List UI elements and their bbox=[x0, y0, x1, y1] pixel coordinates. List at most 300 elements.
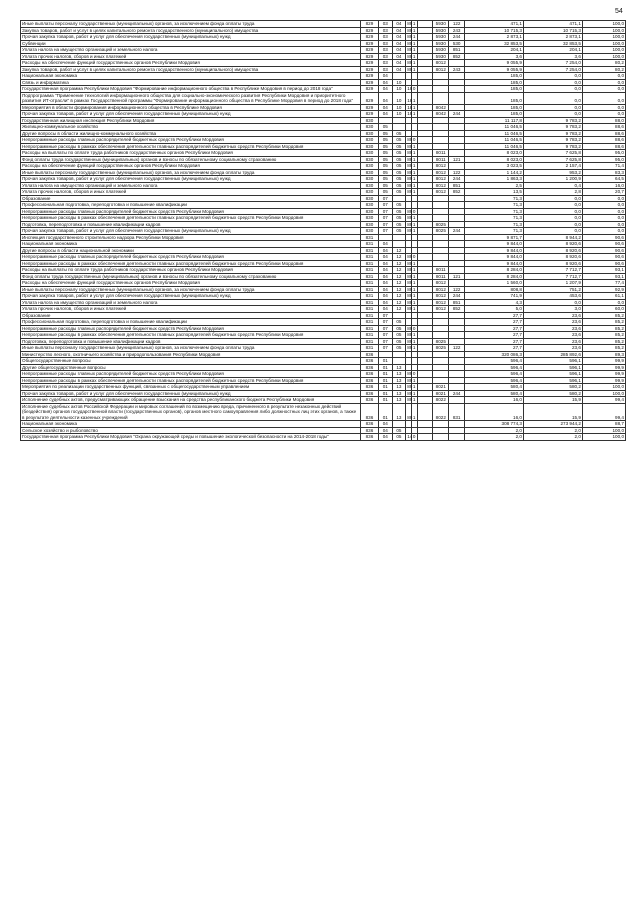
row-value-cell: 13 bbox=[392, 371, 406, 378]
row-value-cell: 0,0 bbox=[582, 228, 625, 235]
row-value-cell: 89 bbox=[407, 306, 413, 311]
row-value-cell: 89 bbox=[407, 34, 413, 39]
row-value-cell: 04 bbox=[379, 111, 393, 118]
row-value-cell: 830 bbox=[360, 143, 378, 150]
row-value-cell: 89 bbox=[407, 163, 413, 168]
row-value-cell: 596,1 bbox=[523, 358, 582, 365]
row-value-cell: 07 bbox=[379, 221, 393, 228]
row-value-cell: 1 bbox=[412, 66, 416, 72]
row-value-cell: 7 254,0 bbox=[523, 66, 582, 73]
row-value-cell: 71,3 bbox=[465, 221, 524, 228]
row-value-cell: 88,7 bbox=[582, 421, 625, 428]
row-name-cell: Уплата налога на имущество организаций и земельного налога bbox=[21, 182, 361, 189]
row-value-cell: 1 bbox=[412, 104, 416, 110]
row-value-cell: 2,0 bbox=[523, 434, 582, 441]
row-value-cell: 1 bbox=[412, 182, 416, 188]
row-value-cell: 1 bbox=[412, 390, 416, 396]
row-value-cell: 851 bbox=[449, 299, 465, 306]
row-value-cell: 89,3 bbox=[582, 351, 625, 358]
row-name-cell: Национальная экономика bbox=[21, 421, 361, 428]
row-value-cell: 9 783,2 bbox=[523, 117, 582, 124]
row-value-cell: 836 bbox=[360, 371, 378, 378]
row-value-cell bbox=[449, 434, 465, 441]
row-value-cell: 0,0 bbox=[582, 221, 625, 228]
row-value-cell: 89 bbox=[407, 332, 413, 337]
row-value-cell: 23,6 bbox=[523, 319, 582, 326]
row-value-cell: 831 bbox=[360, 332, 378, 339]
row-value-cell: 244 bbox=[449, 111, 465, 118]
row-value-cell bbox=[417, 92, 433, 104]
row-value-cell: 1 bbox=[412, 27, 416, 33]
row-value-cell: 71,4 bbox=[582, 163, 625, 170]
row-value-cell: 01 bbox=[379, 364, 393, 371]
row-value-cell: 471,1 bbox=[523, 21, 582, 28]
row-value-cell: 8 284,0 bbox=[465, 273, 524, 280]
row-value-cell: 10 bbox=[392, 104, 406, 111]
row-value-cell: 185,0 bbox=[465, 111, 524, 118]
row-value-cell: 8 023,0 bbox=[465, 150, 524, 157]
row-value-cell: 04 bbox=[379, 421, 393, 428]
row-value-cell: 530 bbox=[449, 40, 465, 47]
row-value-cell: 580,4 bbox=[465, 384, 524, 391]
row-value-cell: 471,1 bbox=[465, 21, 524, 28]
row-value-cell: 90,6 bbox=[582, 254, 625, 261]
row-value-cell: 1 bbox=[412, 60, 416, 65]
row-name-cell: Образование bbox=[21, 312, 361, 319]
row-value-cell: 2,0 bbox=[523, 427, 582, 434]
row-name-cell: Исполнение судебных актов, предусматривающих обращение взыскания на средства республиканского бюджета Республики Мордовия bbox=[21, 397, 361, 404]
row-name-cell: Мероприятия по реализации государственных функций, связанных с общегосударственным управлением bbox=[21, 384, 361, 391]
row-value-cell: 04 bbox=[379, 254, 393, 261]
row-value-cell: 04 bbox=[379, 286, 393, 293]
row-name-cell: Сельское хозяйство и рыболовство bbox=[21, 427, 361, 434]
row-value-cell: 0 bbox=[412, 434, 416, 439]
row-value-cell: 1 bbox=[412, 189, 416, 194]
row-value-cell: 05 bbox=[392, 434, 406, 441]
row-value-cell: 05 bbox=[379, 189, 393, 196]
row-name-cell: Профессиональная подготовка, переподготовка и повышение квалификации bbox=[21, 319, 361, 326]
row-value-cell: 580,2 bbox=[523, 384, 582, 391]
row-value-cell: 04 bbox=[379, 247, 393, 254]
row-value-cell: 80,2 bbox=[582, 60, 625, 67]
row-value-cell: 07 bbox=[379, 332, 393, 339]
row-value-cell: 05 bbox=[379, 124, 393, 131]
row-value-cell: 01 bbox=[379, 403, 393, 421]
row-value-cell: 89 bbox=[407, 221, 413, 227]
row-name-cell: Профессиональная подготовка, переподготовка и повышение квалификации bbox=[21, 202, 361, 209]
row-name-cell: Прочая закупка товаров, работ и услуг для обеспечения государственных (муниципальных) нужд bbox=[21, 390, 361, 397]
row-value-cell: 05 bbox=[379, 143, 393, 150]
row-value-cell: 9 055,9 bbox=[465, 60, 524, 67]
row-value-cell: 04 bbox=[379, 293, 393, 300]
row-value-cell: 05 bbox=[392, 169, 406, 176]
row-value-cell: 320 086,3 bbox=[465, 351, 524, 358]
row-value-cell: 836 bbox=[360, 377, 378, 384]
row-value-cell: 830 bbox=[360, 221, 378, 228]
row-value-cell: 836 bbox=[360, 384, 378, 391]
row-value-cell: 27,7 bbox=[465, 319, 524, 326]
row-value-cell: 7 712,7 bbox=[523, 267, 582, 274]
row-value-cell: 1 bbox=[412, 384, 416, 389]
row-name-cell: Непрограммные расходы в рамках обеспечения деятельности главных распорядителей бюджетных средств Республики Мордовия bbox=[21, 332, 361, 339]
row-name-cell: Расходы на выплаты по оплате труда работников государственных органов Республики Мордовия bbox=[21, 150, 361, 157]
row-value-cell: 741,9 bbox=[465, 293, 524, 300]
row-value-cell: 89 bbox=[406, 403, 412, 421]
row-value-cell: 89 bbox=[407, 215, 413, 220]
row-value-cell: 05 bbox=[392, 338, 406, 345]
row-value-cell: 05 bbox=[392, 137, 406, 144]
row-value-cell: 122 bbox=[449, 286, 465, 293]
row-value-cell: 100,0 bbox=[582, 21, 625, 28]
row-value-cell: 61,1 bbox=[582, 293, 625, 300]
row-value-cell: 596,4 bbox=[465, 358, 524, 365]
row-value-cell: 0 bbox=[412, 137, 416, 142]
row-value-cell bbox=[433, 434, 449, 441]
row-value-cell: 808,8 bbox=[465, 286, 524, 293]
row-value-cell: 10 bbox=[392, 111, 406, 118]
row-value-cell: 71,3 bbox=[465, 195, 524, 202]
row-value-cell: 830 bbox=[360, 202, 378, 209]
row-value-cell: 85,2 bbox=[582, 345, 625, 352]
row-value-cell: 27,7 bbox=[465, 345, 524, 352]
row-value-cell: 8 920,6 bbox=[523, 254, 582, 261]
row-value-cell: 1 bbox=[412, 299, 416, 305]
row-value-cell: 85,2 bbox=[582, 338, 625, 345]
row-name-cell: Жилищно-коммунальное хозяйство bbox=[21, 124, 361, 131]
row-value-cell: 9 844,0 bbox=[465, 241, 524, 248]
row-value-cell: 100,0 bbox=[582, 34, 625, 41]
row-value-cell: 0,0 bbox=[523, 208, 582, 215]
row-value-cell: 15,9 bbox=[523, 397, 582, 404]
row-value-cell: 830 bbox=[360, 176, 378, 183]
row-value-cell: 89 bbox=[407, 371, 413, 376]
row-value-cell: 04 bbox=[379, 241, 393, 248]
row-value-cell: 8021 bbox=[433, 390, 449, 397]
row-value-cell: 0,0 bbox=[523, 215, 582, 222]
row-value-cell: 0 bbox=[412, 86, 416, 91]
row-value-cell: 01 bbox=[379, 377, 393, 384]
row-value-cell: 1 bbox=[412, 260, 416, 266]
row-name-cell: Закупка товаров, работ и услуг в целях капитального ремонта государственного (муниципального) имущества bbox=[21, 27, 361, 34]
row-value-cell: 308 774,3 bbox=[465, 421, 524, 428]
row-value-cell: 829 bbox=[360, 53, 378, 60]
row-value-cell: 5930 bbox=[433, 47, 449, 54]
row-value-cell: 89 bbox=[407, 143, 413, 149]
row-name-cell: Уплата налога на имущество организаций и земельного налога bbox=[21, 299, 361, 306]
row-value-cell bbox=[433, 92, 449, 104]
row-value-cell: 836 bbox=[360, 397, 378, 404]
row-value-cell: 89 bbox=[407, 260, 413, 266]
row-value-cell: 8012 bbox=[433, 286, 449, 293]
row-value-cell: 2 873,1 bbox=[523, 34, 582, 41]
row-value-cell: 05 bbox=[379, 176, 393, 183]
row-value-cell: 27,7 bbox=[465, 325, 524, 332]
row-value-cell: 04 bbox=[379, 79, 393, 86]
row-value-cell: 1 bbox=[412, 176, 416, 181]
row-value-cell: 16,0 bbox=[465, 403, 524, 421]
row-value-cell: 2,0 bbox=[465, 427, 524, 434]
row-value-cell: 0,0 bbox=[582, 73, 625, 80]
row-value-cell: 122 bbox=[449, 21, 465, 28]
row-value-cell: 831 bbox=[360, 273, 378, 280]
row-value-cell: 185,0 bbox=[465, 92, 524, 104]
row-value-cell: 27,7 bbox=[465, 312, 524, 319]
row-value-cell: 05 bbox=[392, 202, 406, 209]
row-name-cell: Связь и информатика bbox=[21, 79, 361, 86]
row-name-cell: Министерство лесного, охотничьего хозяйства и природопользования Республики Мордовия bbox=[21, 351, 361, 358]
row-name-cell: Уплата прочих налогов, сборов и иных платежей bbox=[21, 189, 361, 196]
row-value-cell: 7 254,0 bbox=[523, 60, 582, 67]
row-value-cell: 7 625,8 bbox=[523, 156, 582, 163]
row-value-cell: 05 bbox=[392, 130, 406, 137]
row-value-cell: 5930 bbox=[433, 27, 449, 34]
row-value-cell: 8042 bbox=[433, 111, 449, 118]
row-value-cell: 836 bbox=[360, 434, 378, 441]
row-value-cell: 1 bbox=[412, 345, 416, 350]
row-value-cell: 13 bbox=[392, 377, 406, 384]
row-value-cell: 89 bbox=[407, 60, 413, 65]
row-value-cell: 1 bbox=[412, 286, 416, 292]
row-value-cell: 243 bbox=[449, 66, 465, 73]
row-value-cell: 8011 bbox=[433, 156, 449, 163]
row-value-cell: 0,0 bbox=[582, 86, 625, 93]
row-value-cell: 830 bbox=[360, 189, 378, 196]
row-value-cell: 8025 bbox=[433, 338, 449, 345]
row-value-cell: 5,0 bbox=[465, 306, 524, 313]
row-value-cell: 829 bbox=[360, 34, 378, 41]
row-value-cell: 89 bbox=[407, 66, 413, 72]
row-value-cell: 95,0 bbox=[582, 156, 625, 163]
row-value-cell: 121 bbox=[449, 156, 465, 163]
row-value-cell: 99,9 bbox=[582, 371, 625, 378]
row-value-cell: 8 920,6 bbox=[523, 260, 582, 267]
row-value-cell: 80,2 bbox=[582, 66, 625, 73]
row-value-cell: 1 bbox=[412, 306, 416, 311]
row-value-cell: 852 bbox=[449, 306, 465, 313]
row-value-cell: 04 bbox=[392, 27, 406, 34]
row-value-cell: 830 bbox=[360, 117, 378, 124]
row-value-cell: 05 bbox=[379, 137, 393, 144]
row-value-cell: 8 920,6 bbox=[523, 241, 582, 248]
row-value-cell: 64,5 bbox=[582, 176, 625, 183]
row-value-cell: 8022 bbox=[433, 397, 449, 404]
row-name-cell: Иные выплаты персоналу государственных (муниципальных) органов, за исключением фонда оплаты труда bbox=[21, 345, 361, 352]
row-value-cell: 04 bbox=[392, 47, 406, 54]
row-value-cell: 0,0 bbox=[523, 73, 582, 80]
row-value-cell: 04 bbox=[392, 34, 406, 41]
row-value-cell: 831 bbox=[360, 319, 378, 326]
row-value-cell: 831 bbox=[360, 247, 378, 254]
row-name-cell: Непрограммные расходы главных распорядителей бюджетных средств Республики Мордовия bbox=[21, 371, 361, 378]
row-value-cell: 18 bbox=[407, 111, 413, 116]
row-value-cell: 243 bbox=[449, 27, 465, 34]
row-value-cell: 07 bbox=[379, 345, 393, 352]
row-value-cell: 596,4 bbox=[465, 364, 524, 371]
row-value-cell: 829 bbox=[360, 79, 378, 86]
row-value-cell: 01 bbox=[379, 397, 393, 404]
row-value-cell: 8025 bbox=[433, 228, 449, 235]
row-value-cell: 8012 bbox=[433, 293, 449, 300]
row-name-cell: Непрограммные расходы в рамках обеспечения деятельности главных распорядителей бюджетных средств Республики Мордовия bbox=[21, 260, 361, 267]
row-value-cell: 07 bbox=[379, 228, 393, 235]
row-name-cell: Национальная экономика bbox=[21, 241, 361, 248]
row-value-cell: 9 055,9 bbox=[465, 66, 524, 73]
row-value-cell: 8012 bbox=[433, 169, 449, 176]
row-name-cell: Другие вопросы в области национальной экономики bbox=[21, 247, 361, 254]
row-value-cell: 13 bbox=[392, 403, 406, 421]
row-name-cell: Национальная экономика bbox=[21, 73, 361, 80]
row-value-cell: 0,0 bbox=[523, 299, 582, 306]
row-value-cell: 0,0 bbox=[582, 79, 625, 86]
row-value-cell: 831 bbox=[360, 267, 378, 274]
row-value-cell: 16,0 bbox=[465, 397, 524, 404]
row-name-cell: Подпрограмма "Применение технологий информационного общества для социально-экономического развития Республики Мордовия и приоритетного развития ИТ-отрасли" в рамках Государственной программы "Формирование информационного общества в Республике Мордовия в период до 2018 года" bbox=[21, 92, 361, 104]
row-value-cell: 04 bbox=[379, 260, 393, 267]
row-value-cell: 01 bbox=[379, 371, 393, 378]
row-value-cell: 836 bbox=[360, 390, 378, 397]
row-value-cell: 03 bbox=[379, 27, 393, 34]
row-value-cell: 93,1 bbox=[582, 273, 625, 280]
row-value-cell: 04 bbox=[379, 306, 393, 313]
row-value-cell: 04 bbox=[379, 267, 393, 274]
row-value-cell: 12 bbox=[392, 273, 406, 280]
row-value-cell: 11 117,8 bbox=[465, 117, 524, 124]
row-value-cell: 829 bbox=[360, 104, 378, 111]
row-value-cell: 10 715,3 bbox=[523, 27, 582, 34]
row-value-cell: 12 bbox=[392, 306, 406, 313]
row-value-cell: 831 bbox=[360, 234, 378, 241]
row-value-cell: 831 bbox=[360, 312, 378, 319]
row-value-cell: 1 bbox=[412, 47, 416, 52]
row-value-cell: 8012 bbox=[433, 60, 449, 67]
row-value-cell: 100,0 bbox=[582, 47, 625, 54]
row-value-cell: 60,0 bbox=[582, 306, 625, 313]
row-value-cell: 1 bbox=[412, 377, 416, 383]
row-value-cell: 12 bbox=[392, 254, 406, 261]
row-value-cell: 05 bbox=[379, 182, 393, 189]
row-value-cell: 18 bbox=[406, 92, 412, 104]
row-value-cell: 89 bbox=[407, 299, 413, 305]
row-value-cell: 830 bbox=[360, 150, 378, 157]
row-value-cell: 831 bbox=[360, 260, 378, 267]
row-value-cell: 836 bbox=[360, 421, 378, 428]
row-value-cell: 1 bbox=[412, 293, 416, 298]
row-value-cell: 03 bbox=[379, 40, 393, 47]
row-value-cell: 11 046,5 bbox=[465, 137, 524, 144]
row-value-cell: 07 bbox=[379, 208, 393, 215]
row-value-cell: 05 bbox=[392, 176, 406, 183]
row-value-cell: 0,0 bbox=[582, 299, 625, 306]
row-value-cell: 05 bbox=[392, 345, 406, 352]
row-value-cell: 1 bbox=[412, 34, 416, 39]
row-value-cell: 831 bbox=[360, 299, 378, 306]
row-value-cell: 829 bbox=[360, 73, 378, 80]
row-value-cell: 90,6 bbox=[582, 247, 625, 254]
row-value-cell: 05 bbox=[379, 163, 393, 170]
row-value-cell: 273 944,2 bbox=[523, 421, 582, 428]
row-value-cell: 13 bbox=[392, 384, 406, 391]
row-name-cell: Уплата прочих налогов, сборов и иных платежей bbox=[21, 306, 361, 313]
row-value-cell: 8 920,6 bbox=[523, 247, 582, 254]
row-value-cell: 89 bbox=[407, 254, 413, 259]
row-value-cell: 829 bbox=[360, 21, 378, 28]
row-value-cell: 2,5 bbox=[465, 182, 524, 189]
row-value-cell: 596,1 bbox=[523, 371, 582, 378]
row-value-cell: 03 bbox=[379, 34, 393, 41]
row-value-cell: 1 bbox=[412, 221, 416, 227]
row-value-cell: 89 bbox=[407, 40, 413, 46]
row-value-cell: 1 bbox=[412, 111, 416, 116]
row-value-cell: 32 853,5 bbox=[465, 40, 524, 47]
row-value-cell: 829 bbox=[360, 86, 378, 93]
row-value-cell: 852 bbox=[449, 53, 465, 60]
row-value-cell: 88,6 bbox=[582, 137, 625, 144]
row-value-cell: 1 144,2 bbox=[465, 169, 524, 176]
row-value-cell: 9 783,2 bbox=[523, 124, 582, 131]
row-value-cell: 830 bbox=[360, 195, 378, 202]
row-value-cell: 5930 bbox=[433, 21, 449, 28]
row-value-cell: 03 bbox=[379, 21, 393, 28]
row-value-cell: 0 bbox=[412, 254, 416, 259]
row-value-cell: 07 bbox=[379, 325, 393, 332]
row-value-cell: 8012 bbox=[433, 280, 449, 287]
row-name-cell: Исполнение судебных актов Российской Федерации и мировых соглашений по возмещению вреда, причиненного в результате незаконных действий (бездействия) органов государственной власти (государственных органов), органов местного самоуправления либо должностных лиц этих органов, а также в результате деятельности казенных учреждений bbox=[21, 403, 361, 421]
row-value-cell: 04 bbox=[392, 53, 406, 60]
row-value-cell: 0,0 bbox=[523, 86, 582, 93]
row-value-cell: 830 bbox=[360, 169, 378, 176]
row-value-cell: 1 200,9 bbox=[523, 176, 582, 183]
row-value-cell: 1 bbox=[412, 21, 416, 26]
row-value-cell: 05 bbox=[379, 150, 393, 157]
row-value-cell: 89 bbox=[407, 182, 413, 188]
row-name-cell: Фонд оплаты труда государственных (муниципальных) органов и взносы по обязательному социальному страхованию bbox=[21, 273, 361, 280]
row-name-cell: Государственная программа Республики Мордовия "Формирование информационного общества в Республике Мордовия в период до 2018 года" bbox=[21, 86, 361, 93]
row-value-cell: 1 bbox=[412, 215, 416, 220]
row-value-cell: 23,6 bbox=[523, 345, 582, 352]
row-value-cell: 244 bbox=[449, 390, 465, 397]
row-name-cell: Непрограммные расходы главных распорядителей бюджетных средств Республики Мордовия bbox=[21, 137, 361, 144]
row-value-cell: 05 bbox=[392, 215, 406, 222]
row-value-cell: 89 bbox=[407, 47, 413, 52]
row-value-cell: 04 bbox=[379, 280, 393, 287]
row-value-cell: 12 bbox=[392, 260, 406, 267]
row-value-cell: 11 046,5 bbox=[465, 143, 524, 150]
row-value-cell: 836 bbox=[360, 427, 378, 434]
row-value-cell: 953,2 bbox=[523, 169, 582, 176]
row-value-cell: 89 bbox=[407, 156, 413, 162]
row-name-cell: Прочая закупка товаров, работ и услуг для обеспечения государственных (муниципальных) нужд bbox=[21, 293, 361, 300]
row-value-cell: 05 bbox=[392, 163, 406, 170]
row-value-cell: 99,4 bbox=[582, 397, 625, 404]
row-value-cell: 8012 bbox=[433, 299, 449, 306]
row-name-cell: Непрограммные расходы главных распорядителей бюджетных средств Республики Мордовия bbox=[21, 325, 361, 332]
row-value-cell: 121 bbox=[449, 273, 465, 280]
row-value-cell: 07 bbox=[379, 312, 393, 319]
row-value-cell: 0,0 bbox=[523, 92, 582, 104]
row-value-cell: 99,9 bbox=[582, 358, 625, 365]
row-value-cell: 03 bbox=[379, 53, 393, 60]
row-name-cell: Иные выплаты персоналу государственных (муниципальных) органов, за исключением фонда оплаты труда bbox=[21, 169, 361, 176]
row-value-cell: 89 bbox=[407, 21, 413, 26]
row-value-cell: 8011 bbox=[433, 150, 449, 157]
row-value-cell: 27,7 bbox=[465, 332, 524, 339]
row-value-cell: 77,4 bbox=[582, 280, 625, 287]
row-name-cell: Расходы на обеспечение функций государственных органов Республики Мордовия bbox=[21, 280, 361, 287]
row-value-cell: 1 bbox=[412, 143, 416, 149]
row-value-cell: 122 bbox=[449, 345, 465, 352]
row-value-cell: 244 bbox=[449, 176, 465, 183]
row-value-cell: 851 bbox=[449, 182, 465, 189]
